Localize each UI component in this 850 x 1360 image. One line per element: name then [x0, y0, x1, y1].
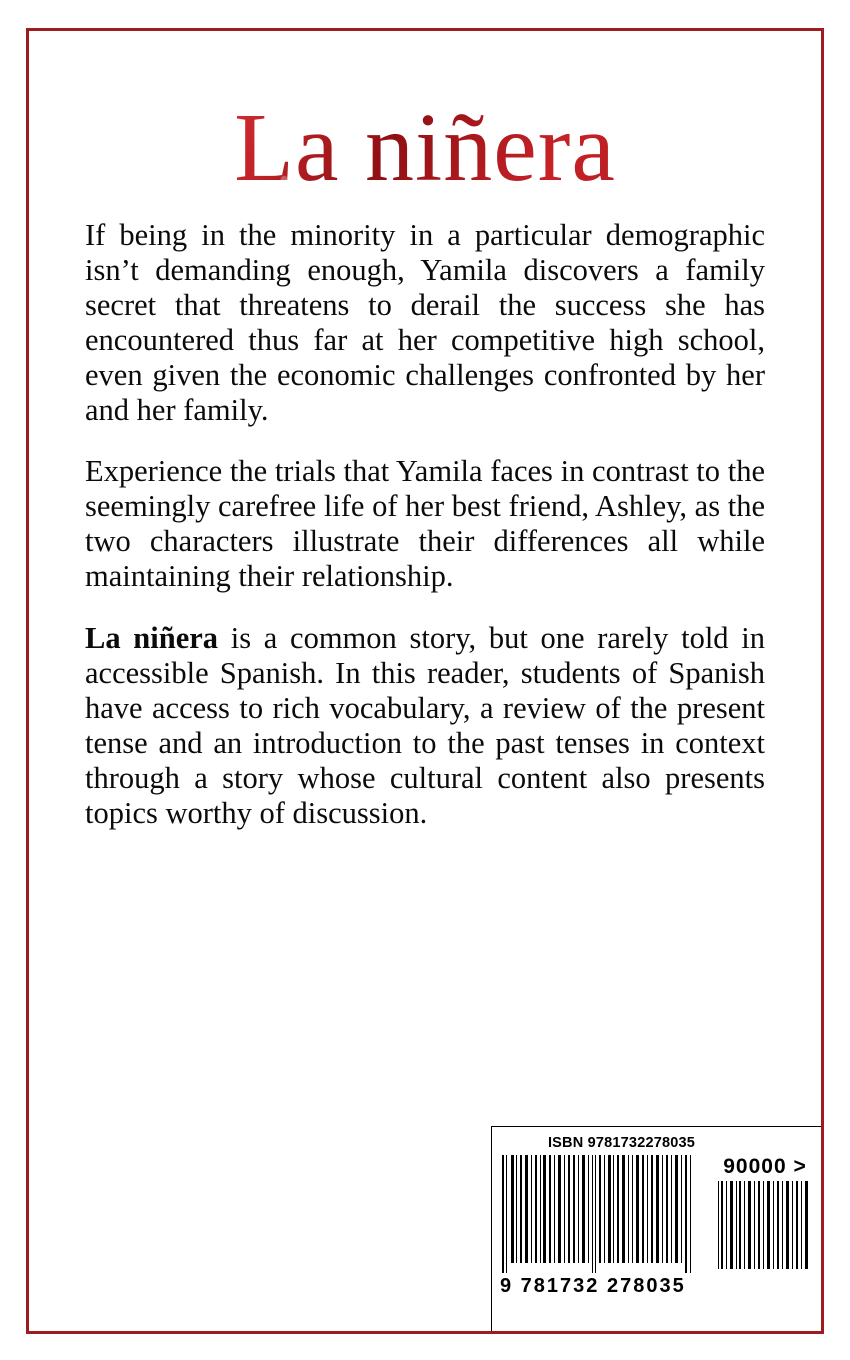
addon-caret: >	[793, 1155, 807, 1178]
isbn-label: ISBN 9781732278035	[547, 1135, 696, 1151]
barcode-block	[491, 1126, 821, 1331]
barcode-rows	[500, 1155, 813, 1298]
blurb-title-mention: La niñera	[85, 620, 219, 655]
cover-frame	[26, 28, 824, 1334]
ean13-digits: 9 781732 278035	[500, 1275, 686, 1297]
blurb-text	[85, 218, 765, 831]
ean5-addon-digits: 90000 >	[723, 1155, 807, 1178]
ean5-addon-bars-icon	[717, 1181, 813, 1269]
addon-spacer	[717, 1269, 813, 1295]
ean13-bars-icon	[500, 1155, 700, 1273]
ean5-addon-barcode	[717, 1155, 813, 1295]
ean13-barcode	[500, 1155, 700, 1298]
blurb-paragraph-1: If being in the minority in a particular demographic isn’t demanding enough, Yamila discovers a family secret that threatens to derail the success she has encountered thus far at her competitive high school, even given the economic challenges confronted by her and her family.	[85, 217, 765, 428]
blurb-paragraph-2: Experience the trials that Yamila faces in contrast to the seemingly carefree life of her best friend, Ashley, as the two characters illustrate their differences all while maintaining their relationship.	[85, 454, 765, 594]
page-title: La niñera	[73, 97, 777, 200]
blurb-paragraph-3	[85, 621, 765, 831]
blurb-paragraph-3-text: is a common story, but one rarely told in accessible Spanish. In this reader, students of Spanish have access to rich vocabulary, a review of the present tense and an introduction to the past tenses in context through a story whose cultural content also presents topics worthy of discussion.	[85, 620, 765, 830]
